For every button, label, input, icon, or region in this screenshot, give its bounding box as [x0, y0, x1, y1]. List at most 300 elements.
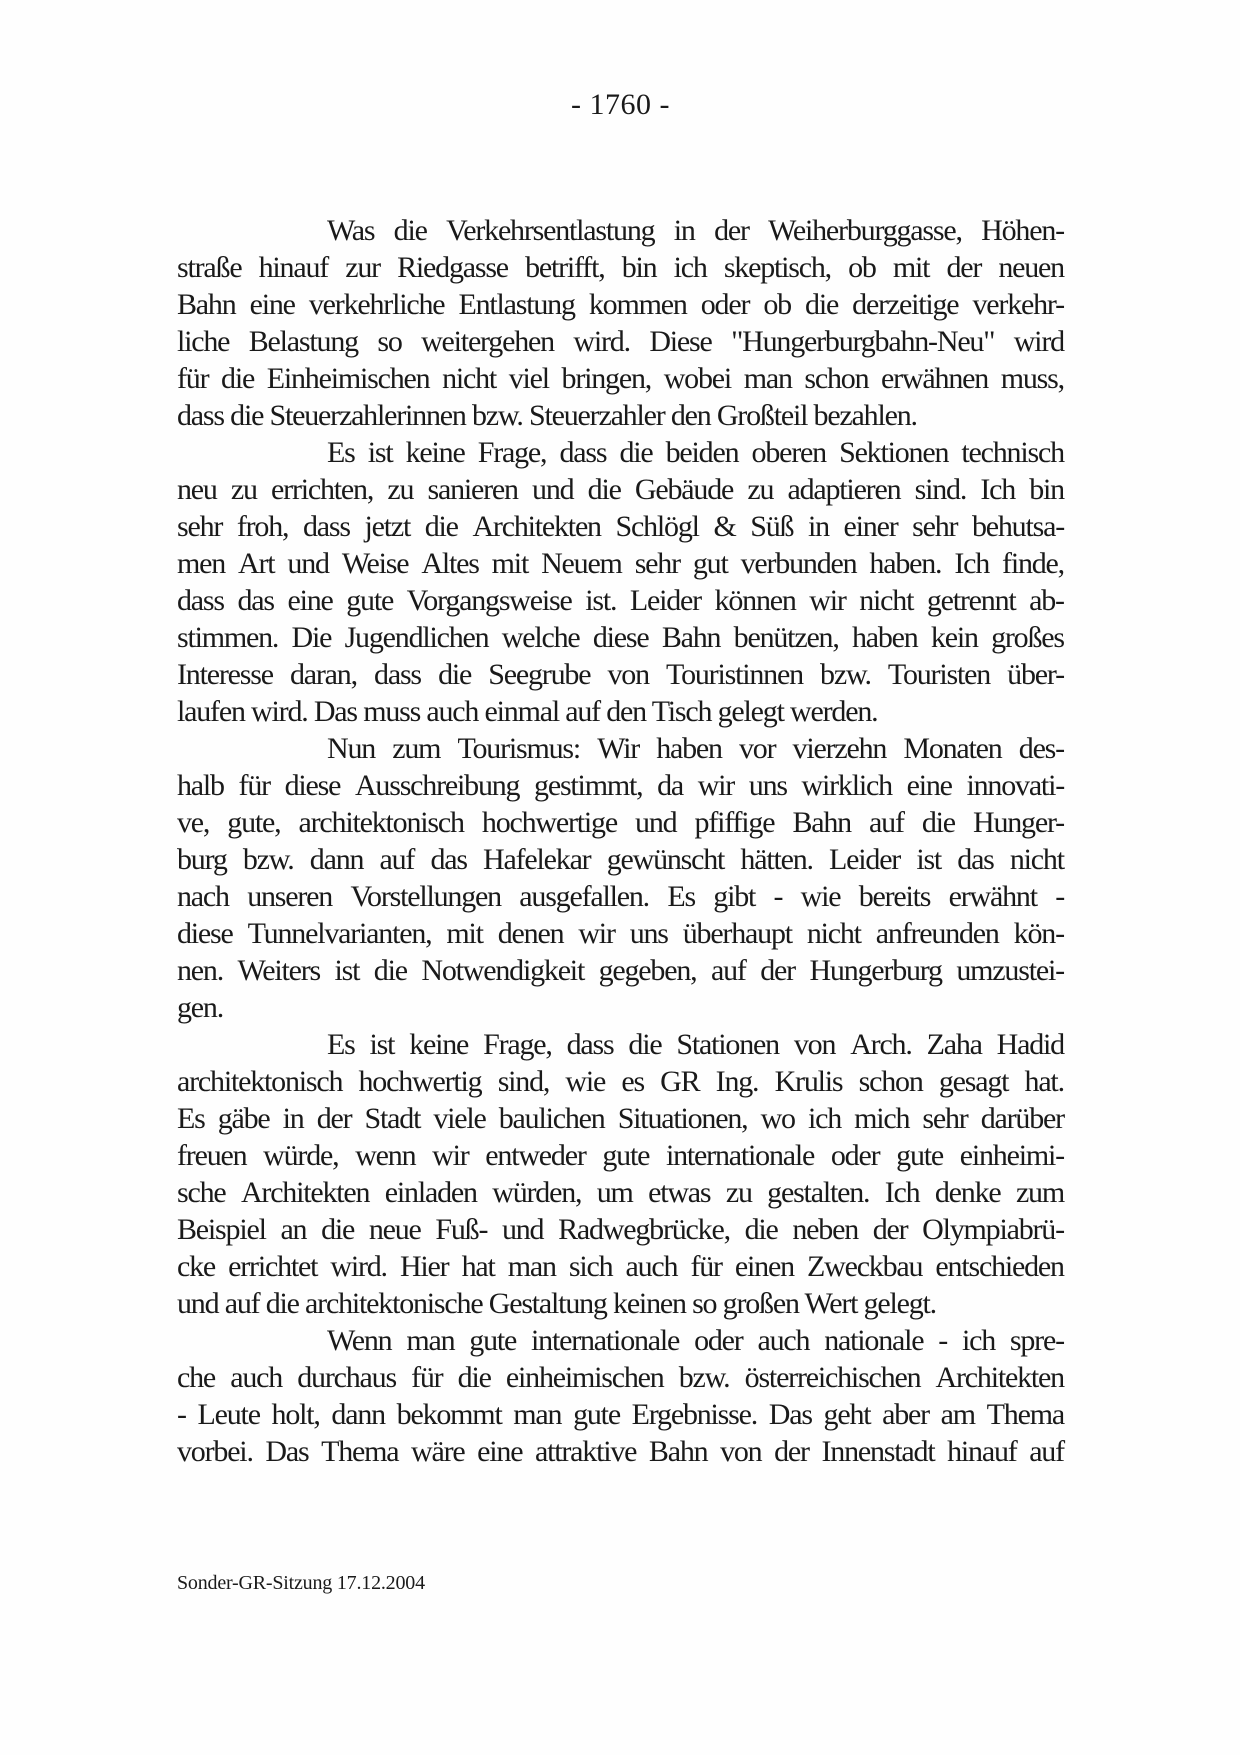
word: österreichischen: [744, 1361, 921, 1394]
word: adaptieren: [787, 473, 901, 506]
word: Ich: [954, 547, 990, 580]
word: auch: [230, 1361, 283, 1394]
paragraph: [177, 1322, 1064, 1470]
word: für: [690, 1250, 722, 1283]
word: Weise: [341, 547, 409, 580]
word: auf: [379, 843, 415, 876]
word: Interesse: [177, 658, 273, 691]
word: wir: [578, 917, 615, 950]
word: die: [393, 214, 427, 247]
word: verbunden: [740, 547, 857, 580]
word: nicht: [442, 362, 497, 395]
text-line: [177, 656, 1064, 693]
word: Es: [667, 880, 695, 913]
word: ist.: [585, 584, 617, 617]
paragraph: [177, 730, 1064, 1026]
word: gegeben,: [598, 954, 697, 987]
word: Vorstellungen: [350, 880, 501, 913]
word: oder: [700, 288, 750, 321]
word: die: [805, 288, 839, 321]
word: bzw.: [242, 843, 294, 876]
word: Architekten: [472, 510, 601, 543]
word: sich: [568, 1250, 613, 1283]
word: froh,: [236, 510, 289, 543]
word: ist: [367, 436, 393, 469]
word: gesagt: [938, 1065, 1009, 1098]
word: Ausschreibung: [354, 769, 520, 802]
text-line: [177, 878, 1064, 915]
word: Hungerburg: [809, 954, 942, 987]
word: würden,: [492, 1176, 582, 1209]
word: dass: [566, 1028, 614, 1061]
text-line: [177, 767, 1064, 804]
word: keine: [409, 1028, 469, 1061]
word: wir: [432, 1139, 469, 1172]
word: Wenn: [327, 1324, 392, 1357]
word: oder: [694, 1324, 743, 1357]
word: und: [501, 1213, 544, 1246]
word: diese: [177, 917, 233, 950]
text-line: [177, 619, 1064, 656]
word: Fuß-: [435, 1213, 488, 1246]
word: Sektionen: [839, 436, 949, 469]
word: straße: [177, 251, 242, 284]
word: bin: [1029, 473, 1064, 506]
word: Gebäude: [634, 473, 734, 506]
word: burg: [177, 843, 227, 876]
word: das: [430, 843, 467, 876]
word: Radwegbrücke,: [558, 1213, 730, 1246]
word: Es: [327, 1028, 355, 1061]
word: auf: [1029, 1435, 1064, 1468]
word: gute: [346, 584, 394, 617]
word: sehr: [177, 510, 223, 543]
word: bekommt: [396, 1398, 502, 1431]
word: hinauf: [947, 1435, 1017, 1468]
word: Krulis: [774, 1065, 843, 1098]
text-line: [177, 360, 1064, 397]
word: in: [673, 214, 695, 247]
word: Seegrube: [488, 658, 591, 691]
word: der: [946, 251, 982, 284]
word: denke: [934, 1176, 1001, 1209]
word: diese: [592, 621, 649, 654]
word: Das: [265, 1435, 309, 1468]
word: Art: [238, 547, 275, 580]
word: sanieren: [427, 473, 518, 506]
word: der: [872, 1213, 908, 1246]
word: Hier: [399, 1250, 449, 1283]
word: Thema: [321, 1435, 399, 1468]
word: Entlastung: [458, 288, 575, 321]
word: freuen: [177, 1139, 247, 1172]
word: denen: [497, 917, 564, 950]
text-line: [177, 434, 1064, 471]
word: vorbei.: [177, 1435, 253, 1468]
word: spre-: [1009, 1324, 1064, 1357]
word: Olympiabrü-: [922, 1213, 1064, 1246]
word: nationale: [824, 1324, 924, 1357]
word: erwähnt: [948, 880, 1037, 913]
word: uns: [748, 769, 787, 802]
word: gestimmt,: [534, 769, 643, 802]
word: Frage,: [483, 1028, 552, 1061]
word: attraktive: [534, 1435, 637, 1468]
word: umzustei-: [956, 954, 1064, 987]
word: aber: [882, 1398, 929, 1431]
word: auch: [625, 1250, 678, 1283]
word: wie: [800, 880, 841, 913]
word: die: [321, 1213, 355, 1246]
word: welche: [501, 621, 580, 654]
word: dass: [302, 510, 350, 543]
word: jetzt: [364, 510, 411, 543]
word: -: [177, 1398, 186, 1431]
word: Jugendlichen: [344, 621, 489, 654]
word: zum: [1015, 1176, 1064, 1209]
text-line: [177, 804, 1064, 841]
word: Bahn: [661, 621, 721, 654]
word: gibt: [713, 880, 756, 913]
paragraph: [177, 434, 1064, 730]
word: wo: [760, 1102, 795, 1135]
paragraph: [177, 1026, 1064, 1322]
word: die: [457, 1361, 491, 1394]
word: daran,: [289, 658, 357, 691]
word: auf: [710, 954, 746, 987]
word: eine: [906, 769, 952, 802]
word: innovati-: [966, 769, 1064, 802]
word: einen: [734, 1250, 794, 1283]
word: ich: [807, 1102, 841, 1135]
word: verkehrliche: [308, 288, 445, 321]
word: Belastung: [248, 325, 358, 358]
word: erwähnen: [881, 362, 989, 395]
word: Bahn: [792, 806, 851, 839]
text-line: [177, 286, 1064, 323]
word: wobei: [663, 362, 732, 395]
word: Architekten: [240, 1176, 370, 1209]
word: GR: [660, 1065, 700, 1098]
word: Einheimischen: [266, 362, 430, 395]
word: eine: [249, 288, 295, 321]
word: Ing.: [715, 1065, 759, 1098]
word: sehr: [634, 547, 680, 580]
word: das: [957, 843, 994, 876]
word: -: [938, 1324, 948, 1357]
word: Das: [768, 1398, 812, 1431]
word: skeptisch,: [723, 251, 831, 284]
word: gäbe: [217, 1102, 270, 1135]
word: Touristen: [887, 658, 991, 691]
word: mit: [446, 917, 483, 950]
word: Hafelekar: [483, 843, 591, 876]
word: uns: [629, 917, 668, 950]
word: ist: [916, 843, 942, 876]
word: verkehr-: [972, 288, 1064, 321]
word: einladen: [384, 1176, 477, 1209]
word: der: [714, 214, 749, 247]
word: eine: [287, 584, 333, 617]
word: Ich: [980, 473, 1016, 506]
word: getrennt: [926, 584, 1016, 617]
word: die: [619, 436, 653, 469]
word: sind.: [914, 473, 967, 506]
word: Stationen: [676, 1028, 779, 1061]
word: hätten.: [740, 843, 813, 876]
word: neuen: [998, 251, 1064, 284]
word: entweder: [485, 1139, 586, 1172]
word: Tourismus:: [457, 732, 581, 765]
word: sehr: [912, 510, 958, 543]
word: stimmen.: [177, 621, 279, 654]
word: durchaus: [297, 1361, 396, 1394]
word: die: [921, 806, 955, 839]
word: dann: [309, 843, 364, 876]
word: auch: [757, 1324, 810, 1357]
word: dass: [374, 658, 421, 691]
word: dass: [559, 436, 607, 469]
word: nicht: [1009, 843, 1064, 876]
word: und: [635, 806, 677, 839]
word: mich: [854, 1102, 910, 1135]
word: am: [940, 1398, 975, 1431]
word: Hunger-: [972, 806, 1064, 839]
word: ve,: [177, 806, 210, 839]
word: Altes: [421, 547, 479, 580]
word: Süß: [750, 510, 794, 543]
text-line: [177, 508, 1064, 545]
word: Es: [177, 1102, 205, 1135]
word: einheimischen: [505, 1361, 664, 1394]
word: bzw.: [820, 658, 871, 691]
word: beiden: [665, 436, 739, 469]
text-line: [177, 1396, 1064, 1433]
text-line: [177, 841, 1064, 878]
word: die: [744, 1213, 778, 1246]
word: wenn: [355, 1139, 416, 1172]
word: pfiffige: [694, 806, 775, 839]
word: haben: [851, 621, 918, 654]
word: Bahn: [177, 288, 236, 321]
word: Neuem: [541, 547, 622, 580]
word: anfreunden: [875, 917, 999, 950]
word: gute: [602, 1139, 650, 1172]
word: Es: [327, 436, 355, 469]
word: man: [513, 1398, 562, 1431]
word: nicht: [806, 917, 861, 950]
word: wie: [565, 1065, 606, 1098]
word: zur: [345, 251, 380, 284]
word: ausgefallen.: [519, 880, 649, 913]
word: Thema: [986, 1398, 1064, 1431]
word: neue: [368, 1213, 421, 1246]
word: dass: [177, 584, 224, 617]
word: von: [793, 1028, 836, 1061]
word: &: [713, 510, 736, 543]
word: etwas: [648, 1176, 711, 1209]
word: Nun: [327, 732, 376, 765]
word: man: [406, 1324, 455, 1357]
word: -: [1055, 880, 1064, 913]
word: oberen: [751, 436, 826, 469]
word: Hadid: [996, 1028, 1064, 1061]
word: zu: [725, 1176, 752, 1209]
word: Zweckbau: [806, 1250, 923, 1283]
word: hat: [461, 1250, 495, 1283]
word: gute: [469, 1324, 517, 1357]
word: dann: [331, 1398, 385, 1431]
word: bin: [621, 251, 657, 284]
word: architektonisch: [298, 806, 464, 839]
word: halb: [177, 769, 224, 802]
word: zu: [747, 473, 774, 506]
word: man: [743, 362, 792, 395]
word: Notwendigkeit: [421, 954, 585, 987]
word: ich: [673, 251, 707, 284]
word: geht: [823, 1398, 871, 1431]
word: "Hungerburgbahn-Neu": [731, 325, 995, 358]
word: man: [507, 1250, 556, 1283]
word: benützen,: [733, 621, 839, 654]
text-line: [177, 323, 1064, 360]
word: Ich: [884, 1176, 920, 1209]
word: vierzehn: [792, 732, 887, 765]
word: zu: [387, 473, 414, 506]
word: Arch.: [850, 1028, 912, 1061]
word: hinauf: [258, 251, 329, 284]
word: architektonisch: [177, 1065, 343, 1098]
text-line: [177, 1433, 1064, 1470]
word: neben: [792, 1213, 858, 1246]
word: Höhen-: [981, 214, 1064, 247]
word: bzw.: [678, 1361, 730, 1394]
text-line: [177, 1026, 1064, 1063]
word: kein: [930, 621, 978, 654]
word: weitergehen: [421, 325, 554, 358]
word: die: [424, 510, 458, 543]
word: Zaha: [926, 1028, 982, 1061]
word: der: [774, 1435, 809, 1468]
word: viele: [433, 1102, 486, 1135]
text-line: [177, 915, 1064, 952]
text-line: [177, 212, 1064, 249]
word: von: [720, 1435, 762, 1468]
word: zum: [392, 732, 441, 765]
word: betrifft,: [525, 251, 605, 284]
word: men: [177, 547, 226, 580]
word: und: [287, 547, 329, 580]
page-number: - 1760 -: [571, 88, 670, 121]
word: überhaupt: [682, 917, 792, 950]
word: hochwertige: [481, 806, 617, 839]
word: che: [177, 1361, 216, 1394]
word: wird.: [330, 1250, 387, 1283]
word: ist: [369, 1028, 395, 1061]
word: errichten,: [271, 473, 374, 506]
word: ist: [334, 954, 360, 987]
text-line: [177, 952, 1064, 989]
word: gewünscht: [606, 843, 725, 876]
word: Touristinnen: [666, 658, 803, 691]
word: kommen: [588, 288, 687, 321]
word: muss,: [1000, 362, 1064, 395]
word: bereits: [858, 880, 931, 913]
word: nach: [177, 880, 229, 913]
text-line: [177, 1137, 1064, 1174]
word: für: [411, 1361, 443, 1394]
word: hochwertig: [358, 1065, 482, 1098]
word: Vorgangsweise: [406, 584, 572, 617]
word: ob: [763, 288, 791, 321]
word: die: [587, 473, 621, 506]
word: oder: [830, 1139, 880, 1172]
word: ab-: [1029, 584, 1064, 617]
word: nen.: [177, 954, 224, 987]
word: viel: [508, 362, 549, 395]
word: liche: [177, 325, 230, 358]
word: großes: [991, 621, 1064, 654]
word: das: [237, 584, 274, 617]
word: darüber: [980, 1102, 1064, 1135]
text-line: [177, 730, 1064, 767]
word: für: [177, 362, 209, 395]
word: Leider: [629, 584, 701, 617]
word: wird: [1013, 325, 1064, 358]
word: Stadt: [364, 1102, 421, 1135]
word: wirklich: [801, 769, 892, 802]
word: ob: [848, 251, 876, 284]
word: Frage,: [477, 436, 547, 469]
word: keine: [405, 436, 465, 469]
word: von: [607, 658, 649, 691]
word: gute: [896, 1139, 943, 1172]
word: für: [238, 769, 270, 802]
word: Ergebnisse.: [631, 1398, 758, 1431]
word: technisch: [961, 436, 1064, 469]
word: schon: [858, 1065, 923, 1098]
word: Bahn: [648, 1435, 708, 1468]
word: Monaten: [903, 732, 1002, 765]
text-line: [177, 1174, 1064, 1211]
word: wir: [697, 769, 735, 802]
word: haben.: [869, 547, 942, 580]
word: Die: [291, 621, 332, 654]
word: der: [760, 954, 795, 987]
word: gut: [692, 547, 728, 580]
word: neu: [177, 473, 217, 506]
word: wäre: [411, 1435, 465, 1468]
word: auf: [869, 806, 904, 839]
word: unseren: [247, 880, 333, 913]
word: ich: [961, 1324, 995, 1357]
word: errichtet: [228, 1250, 318, 1283]
word: an: [280, 1213, 307, 1246]
word: in: [807, 510, 829, 543]
word: cke: [177, 1250, 216, 1283]
word: sehr: [922, 1102, 968, 1135]
word: eine: [477, 1435, 523, 1468]
word: Verkehrsentlastung: [446, 214, 655, 247]
word: vor: [738, 732, 776, 765]
text-line: [177, 1211, 1064, 1248]
word: Wir: [597, 732, 640, 765]
word: da: [657, 769, 684, 802]
text-line: [177, 1322, 1064, 1359]
text-line: laufen wird. Das muss auch einmal auf den Tisch gelegt werden.: [177, 695, 878, 728]
word: um: [596, 1176, 633, 1209]
word: diese: [284, 769, 341, 802]
